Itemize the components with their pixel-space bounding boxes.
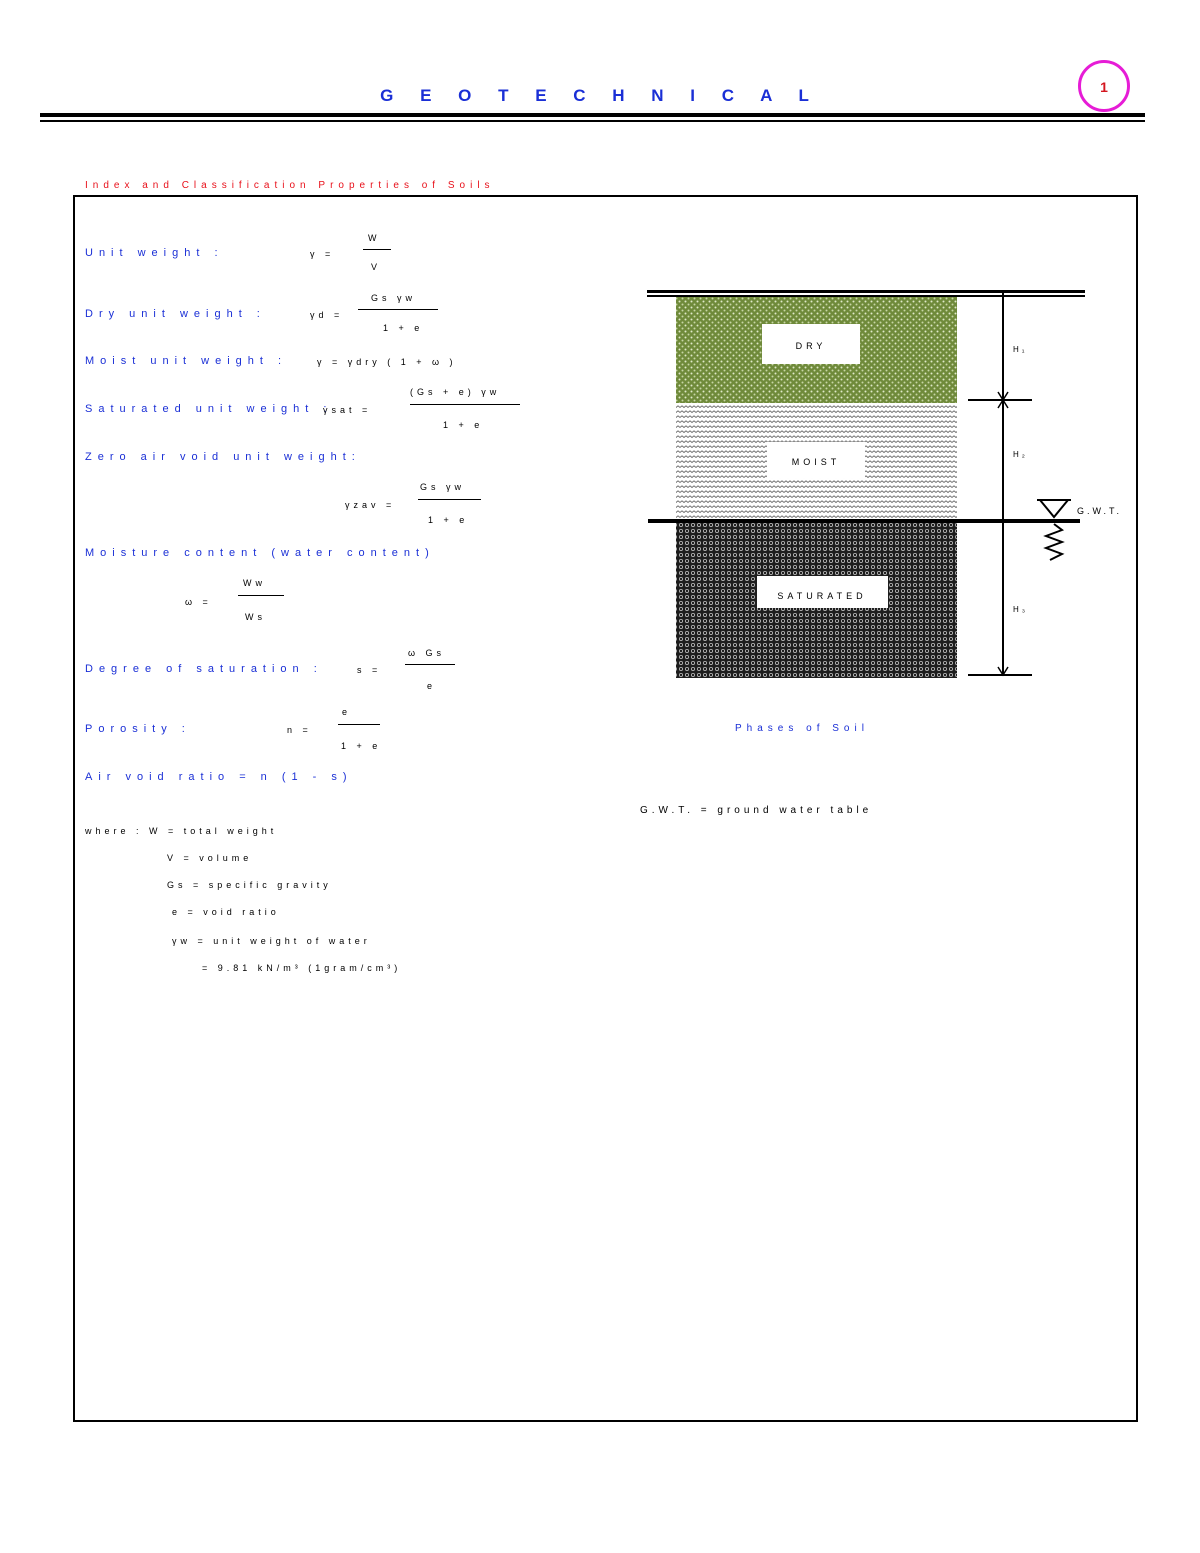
moisture-content-denominator: Ws bbox=[245, 612, 266, 622]
degree-of-saturation-lhs: s = bbox=[357, 665, 382, 675]
zero-air-void-label: Zero air void unit weight: bbox=[85, 451, 361, 463]
where-line-specific-gravity: Gs = specific gravity bbox=[167, 880, 332, 890]
unit-weight-lhs: γ = bbox=[310, 249, 335, 259]
porosity-denominator: 1 + e bbox=[341, 741, 382, 751]
dry-unit-weight-label: Dry unit weight : bbox=[85, 308, 266, 320]
moist-layer-label: MOIST bbox=[791, 457, 841, 467]
saturated-unit-weight-denominator: 1 + e bbox=[443, 420, 484, 430]
zero-air-void-numerator: Gs γw bbox=[420, 482, 466, 492]
degree-of-saturation-numerator: ω Gs bbox=[408, 648, 446, 658]
moist-height-label: H₂ bbox=[1013, 450, 1028, 459]
dry-unit-weight-denominator: 1 + e bbox=[383, 323, 424, 333]
dry-height-label: H₁ bbox=[1013, 345, 1028, 354]
moisture-content-label: Moisture content (water content) bbox=[85, 547, 435, 559]
saturated-unit-weight-label: Saturated unit weight : bbox=[85, 403, 333, 415]
air-void-ratio-label: Air void ratio = n (1 - s) bbox=[85, 771, 353, 783]
moisture-content-numerator: Ww bbox=[243, 578, 266, 588]
moist-unit-weight-label: Moist unit weight : bbox=[85, 355, 288, 367]
zero-air-void-lhs: γzav = bbox=[345, 500, 396, 510]
gwt-definition: G.W.T. = ground water table bbox=[640, 805, 873, 816]
saturated-height-label: H₃ bbox=[1013, 605, 1029, 614]
dry-unit-weight-numerator: Gs γw bbox=[371, 293, 417, 303]
porosity-numerator: e bbox=[342, 707, 352, 717]
zero-air-void-denominator: 1 + e bbox=[428, 515, 469, 525]
where-line-unit-weight-value: = 9.81 kN/m³ (1gram/cm³) bbox=[202, 963, 402, 973]
unit-weight-numerator: W bbox=[368, 233, 381, 243]
porosity-label: Porosity : bbox=[85, 723, 191, 735]
degree-of-saturation-denominator: e bbox=[427, 681, 437, 691]
where-line-void-ratio: e = void ratio bbox=[172, 907, 280, 917]
where-line-weight: where : W = total weight bbox=[85, 826, 278, 836]
page-number-badge: 1 bbox=[1078, 60, 1130, 112]
unit-weight-denominator: V bbox=[371, 262, 382, 272]
diagram-caption: Phases of Soil bbox=[735, 723, 869, 734]
page-title: G E O T E C H N I C A L bbox=[380, 86, 820, 105]
moisture-content-lhs: ω = bbox=[185, 597, 212, 607]
moist-unit-weight-expression: γ = γdry ( 1 + ω ) bbox=[317, 357, 457, 367]
unit-weight-label: Unit weight : bbox=[85, 247, 224, 259]
where-line-unit-weight-water: γw = unit weight of water bbox=[172, 936, 371, 946]
gwt-label: G.W.T. bbox=[1077, 506, 1122, 516]
porosity-lhs: n = bbox=[287, 725, 312, 735]
saturated-unit-weight-lhs: γsat = bbox=[323, 405, 372, 415]
ground-surface-line bbox=[647, 290, 1085, 293]
dry-unit-weight-lhs: γd = bbox=[310, 310, 344, 320]
dry-layer-label: DRY bbox=[795, 341, 827, 351]
water-table-symbol bbox=[1037, 500, 1071, 560]
saturated-layer-label: SATURATED bbox=[777, 591, 867, 601]
saturated-unit-weight-numerator: (Gs + e) γw bbox=[410, 387, 501, 397]
degree-of-saturation-label: Degree of saturation : bbox=[85, 663, 323, 675]
where-line-volume: V = volume bbox=[167, 853, 253, 863]
water-table-line bbox=[648, 519, 1080, 523]
section-title: Index and Classification Properties of Soils bbox=[85, 180, 495, 191]
